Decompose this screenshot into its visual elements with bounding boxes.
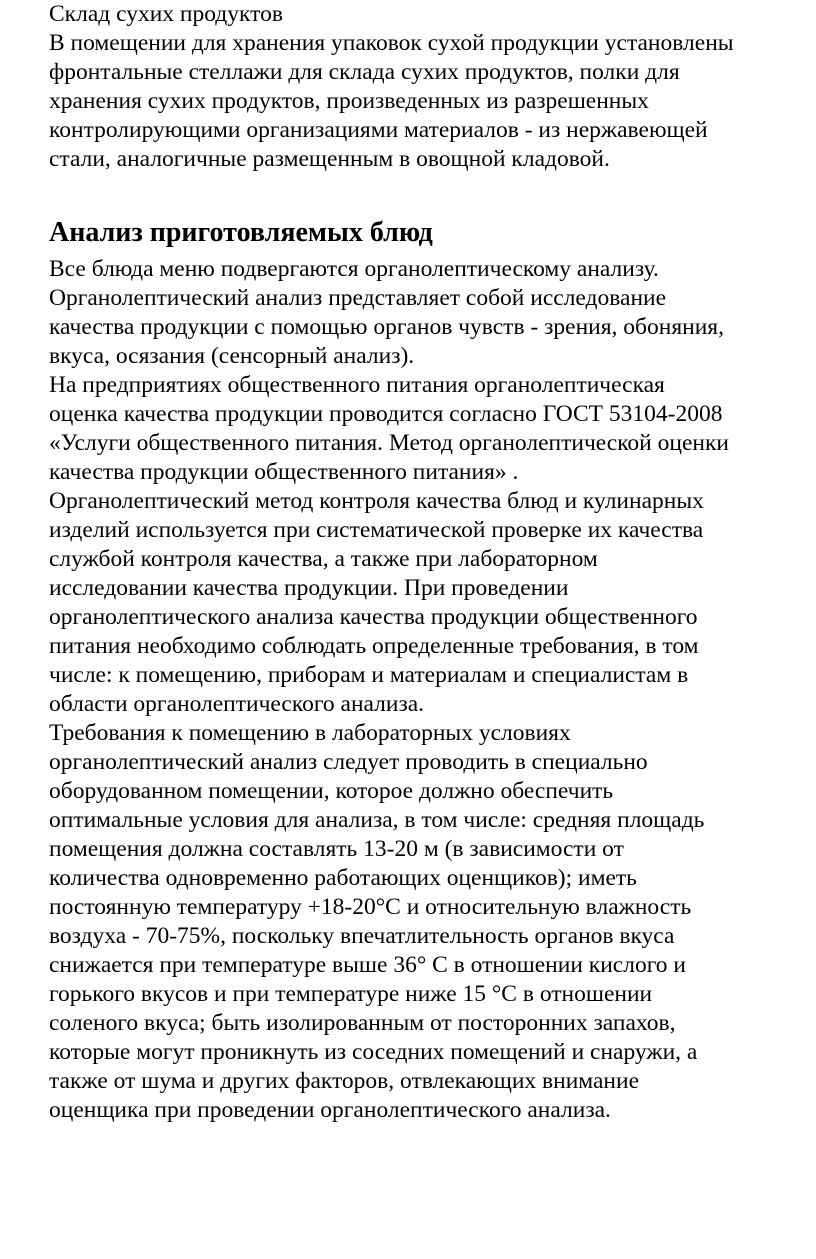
text-line: постоянную температуру +18-20°С и относительную влажность [49, 894, 692, 920]
text-line: Органолептический метод контроля качества блюд и кулинарных [49, 488, 704, 514]
document-page [49, 0, 779, 1125]
text-line: вкуса, осязания (сенсорный анализ). [49, 343, 415, 369]
text-line: оценщика при проведении органолептического анализа. [49, 1097, 611, 1123]
text-line: снижается при температуре выше 36° С в отношении кислого и [49, 952, 686, 978]
text-line: соленого вкуса; быть изолированным от посторонних запахов, [49, 1010, 676, 1036]
section-heading-dish-analysis: Анализ приготовляемых блюд [49, 217, 433, 248]
text-line: стали, аналогичные размещенным в овощной кладовой. [49, 146, 610, 172]
text-line: органолептического анализа качества продукции общественного [49, 604, 698, 630]
text-line: количества одновременно работающих оценщиков); иметь [49, 865, 637, 891]
dish-analysis-body [49, 255, 779, 1125]
text-line: хранения сухих продуктов, произведенных из разрешенных [49, 88, 649, 114]
text-line: помещения должна составлять 13-20 м (в зависимости от [49, 836, 624, 862]
text-line: Требования к помещению в лабораторных условиях [49, 720, 571, 746]
dry-storage-paragraph [49, 29, 779, 174]
text-line: фронтальные стеллажи для склада сухих продуктов, полки для [49, 59, 680, 85]
text-line: службой контроля качества, а также при лабораторном [49, 546, 598, 572]
text-line: контролирующими организациями материалов - из нержавеющей [49, 117, 708, 143]
section-title-dry-storage: Склад сухих продуктов [49, 1, 283, 27]
text-line: изделий используется при систематической проверке их качества [49, 517, 704, 543]
text-line: оценка качества продукции проводится согласно ГОСТ 53104-2008 [49, 401, 723, 427]
text-line: Все блюда меню подвергаются органолептическому анализу. [49, 256, 659, 282]
text-line: также от шума и других факторов, отвлекающих внимание [49, 1068, 640, 1094]
text-line: качества продукции общественного питания» . [49, 459, 519, 485]
text-line: питания необходимо соблюдать определенные требования, в том [49, 633, 699, 659]
text-line: воздуха - 70-75%, поскольку впечатлительность органов вкуса [49, 923, 675, 949]
text-line: «Услуги общественного питания. Метод органолептической оценки [49, 430, 729, 456]
text-line: Органолептический анализ представляет собой исследование [49, 285, 667, 311]
text-line: которые могут проникнуть из соседних помещений и снаружи, а [49, 1039, 698, 1065]
text-line: исследовании качества продукции. При проведении [49, 575, 569, 601]
text-line: горького вкусов и при температуре ниже 15 °С в отношении [49, 981, 653, 1007]
text-line: органолептический анализ следует проводить в специально [49, 749, 648, 775]
text-line: оборудованном помещении, которое должно обеспечить [49, 778, 614, 804]
text-line: области органолептического анализа. [49, 691, 425, 717]
text-line: В помещении для хранения упаковок сухой продукции установлены [49, 30, 734, 56]
text-line: числе: к помещению, приборам и материалам и специалистам в [49, 662, 689, 688]
text-line: качества продукции с помощью органов чувств - зрения, обоняния, [49, 314, 724, 340]
text-line: На предприятиях общественного питания органолептическая [49, 372, 665, 398]
text-line: оптимальные условия для анализа, в том числе: средняя площадь [49, 807, 705, 833]
